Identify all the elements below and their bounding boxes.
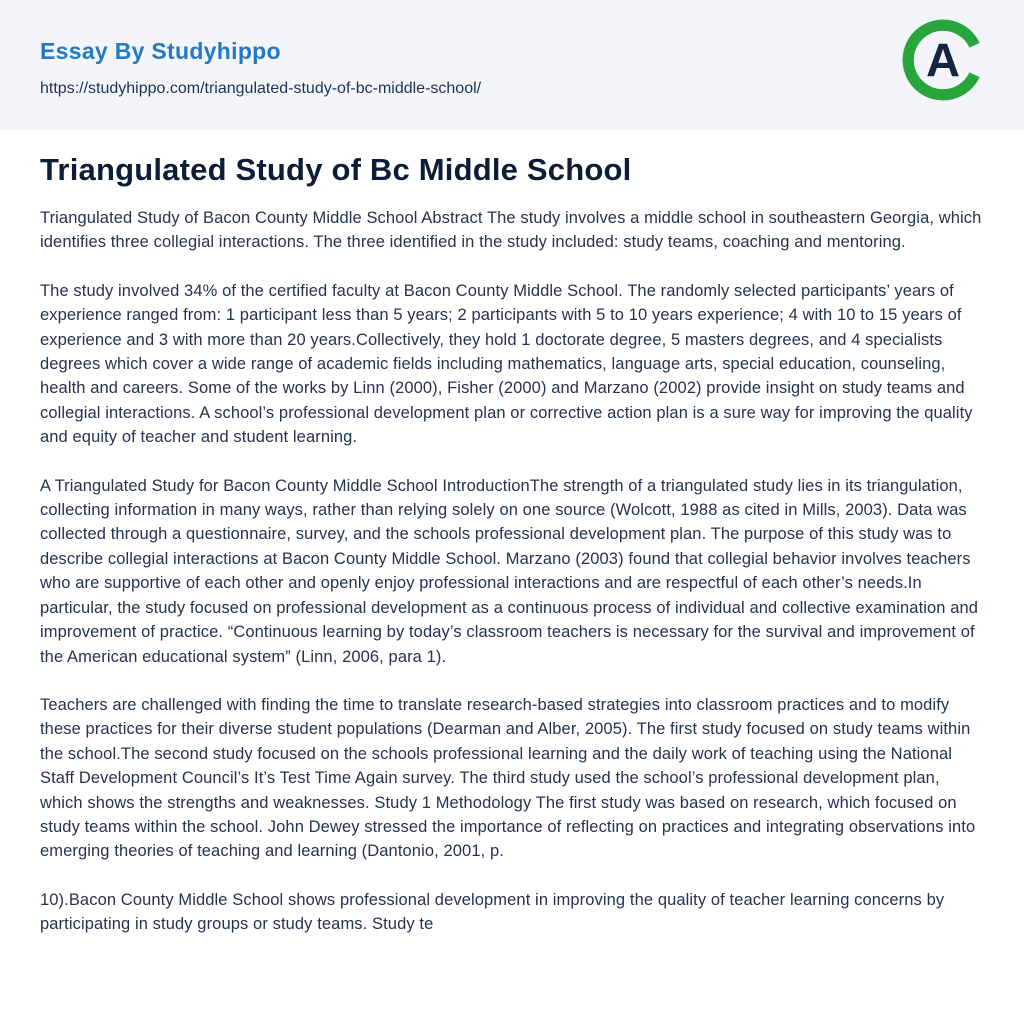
essay-paragraph: The study involved 34% of the certified faculty at Bacon County Middle School. The randomly selected participants’ years of experience ranged from: 1 participant less than 5 years; 2 participants with 5 to 10 years experience; 4 with 10 to 15 years of experience and 3 with more than 20 years.Collectively, they hold 1 doctorate degree, 5 masters degrees, and 4 specialists degrees which cover a wide range of academic fields including mathematics, language arts, special education, counseling, health and careers. Some of the works by Linn (2000), Fisher (2000) and Marzano (2002) provide insight on study teams and collegial interactions. A school’s professional development plan or corrective action plan is a sure way for improving the quality and equity of teacher and student learning. [40,281,973,447]
essay-paragraph: Teachers are challenged with finding the time to translate research-based strategies into classroom practices and to modify these practices for their diverse student populations (Dearman and Alber, 2005). The first study focused on study teams within the school.The second study focused on the schools professional learning and the daily work of teaching using the National Staff Development Council’s It’s Test Time Again survey. The third study used the school’s professional development plan, which shows the strengths and weaknesses. Study 1 Methodology The first study was based on research, which focused on study teams within the school. John Dewey stressed the importance of reflecting on practices and integrating observations into emerging theories of teaching and learning (Dantonio, 2001, p. [40,695,976,861]
page-url[interactable]: https://studyhippo.com/triangulated-study-of-bc-middle-school/ [40,80,482,97]
page-header [0,0,1024,130]
essay-paragraph: 10).Bacon County Middle School shows professional development in improving the quality of teacher learning concerns by participating in study groups or study teams. Study te [40,890,945,934]
logo-letter: A [926,33,960,87]
logo-circle-icon [900,17,986,103]
brand-link[interactable]: Essay By Studyhippo [40,38,281,64]
essay-content [0,130,1024,937]
essay-title: Triangulated Study of Bc Middle School [40,152,632,187]
essay-paragraph: A Triangulated Study for Bacon County Middle School IntroductionThe strength of a triangulated study lies in its triangulation, collecting information in many ways, rather than relying solely on one source (Wolcott, 1988 as cited in Mills, 2003). Data was collected through a questionnaire, survey, and the schools professional development plan. The purpose of this study was to describe collegial interactions at Bacon County Middle School. Marzano (2003) found that collegial behavior involves teachers who are supportive of each other and openly enjoy professional interactions and are respectful of each other’s needs.In particular, the study focused on professional development as a continuous process of individual and collective examination and improvement of practice. “Continuous learning by today’s classroom teachers is necessary for the survival and improvement of the American educational system” (Linn, 2006, para 1). [40,476,979,666]
essay-paragraph: Triangulated Study of Bacon County Middle School Abstract The study involves a middle school in southeastern Georgia, which identifies three collegial interactions. The three identified in the study included: study teams, coaching and mentoring. [40,209,982,252]
studyhippo-logo[interactable] [900,17,986,103]
